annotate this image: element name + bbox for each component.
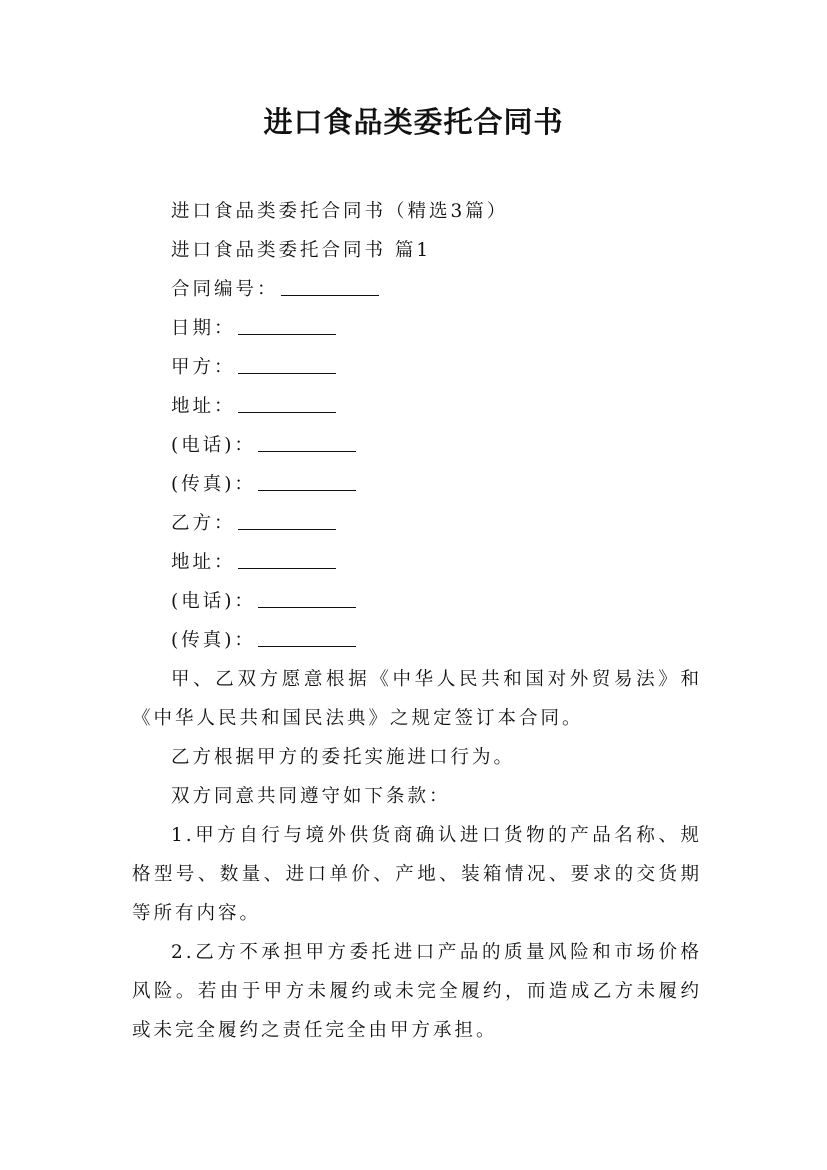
fill-blank bbox=[258, 472, 356, 491]
document-subtitle: 进口食品类委托合同书（精选3篇） bbox=[171, 201, 509, 222]
clause-2: 2.乙方不承担甲方委托进口产品的质量风险和市场价格风险。若由于甲方未履约或未完全履约，而造成乙方未履约或未完全履约之责任完全由甲方承担。 bbox=[132, 942, 702, 1041]
field-label: 乙方： bbox=[171, 513, 236, 534]
field-party-a-fax bbox=[132, 465, 702, 504]
clause-1: 1.甲方自行与境外供货商确认进口货物的产品名称、规格型号、数量、进口单价、产地、装箱情况、要求的交货期等所有内容。 bbox=[132, 825, 702, 924]
field-label: (传真)： bbox=[171, 630, 256, 651]
field-party-b bbox=[132, 504, 702, 543]
field-party-b-address bbox=[132, 543, 702, 582]
field-label: 日期： bbox=[171, 318, 236, 339]
fill-blank bbox=[258, 589, 356, 608]
paragraph-agreement: 双方同意共同遵守如下条款： bbox=[171, 786, 451, 807]
field-label: 地址： bbox=[171, 552, 236, 573]
field-label: 甲方： bbox=[171, 357, 236, 378]
field-party-a-phone bbox=[132, 426, 702, 465]
document-title: 进口食品类委托合同书 bbox=[263, 105, 564, 139]
field-party-b-phone bbox=[132, 582, 702, 621]
field-label: (电话)： bbox=[171, 435, 256, 456]
field-label: (传真)： bbox=[171, 474, 256, 495]
paragraph-legal-basis: 甲、乙双方愿意根据《中华人民共和国对外贸易法》和《中华人民共和国民法典》之规定签订本合同。 bbox=[132, 669, 702, 729]
fill-blank bbox=[281, 277, 379, 296]
field-party-a-address bbox=[132, 387, 702, 426]
field-contract-number bbox=[132, 270, 702, 309]
document-body bbox=[132, 192, 702, 1050]
field-party-b-fax bbox=[132, 621, 702, 660]
field-label: 合同编号： bbox=[171, 279, 279, 300]
fill-blank bbox=[258, 433, 356, 452]
field-party-a bbox=[132, 348, 702, 387]
field-label: 地址： bbox=[171, 396, 236, 417]
field-date bbox=[132, 309, 702, 348]
fill-blank bbox=[238, 355, 336, 374]
fill-blank bbox=[238, 511, 336, 530]
section-heading: 进口食品类委托合同书 篇1 bbox=[171, 240, 432, 261]
fill-blank bbox=[258, 628, 356, 647]
paragraph-entrustment: 乙方根据甲方的委托实施进口行为。 bbox=[171, 747, 516, 768]
fill-blank bbox=[238, 394, 336, 413]
fill-blank bbox=[238, 550, 336, 569]
fill-blank bbox=[238, 316, 336, 335]
field-label: (电话)： bbox=[171, 591, 256, 612]
